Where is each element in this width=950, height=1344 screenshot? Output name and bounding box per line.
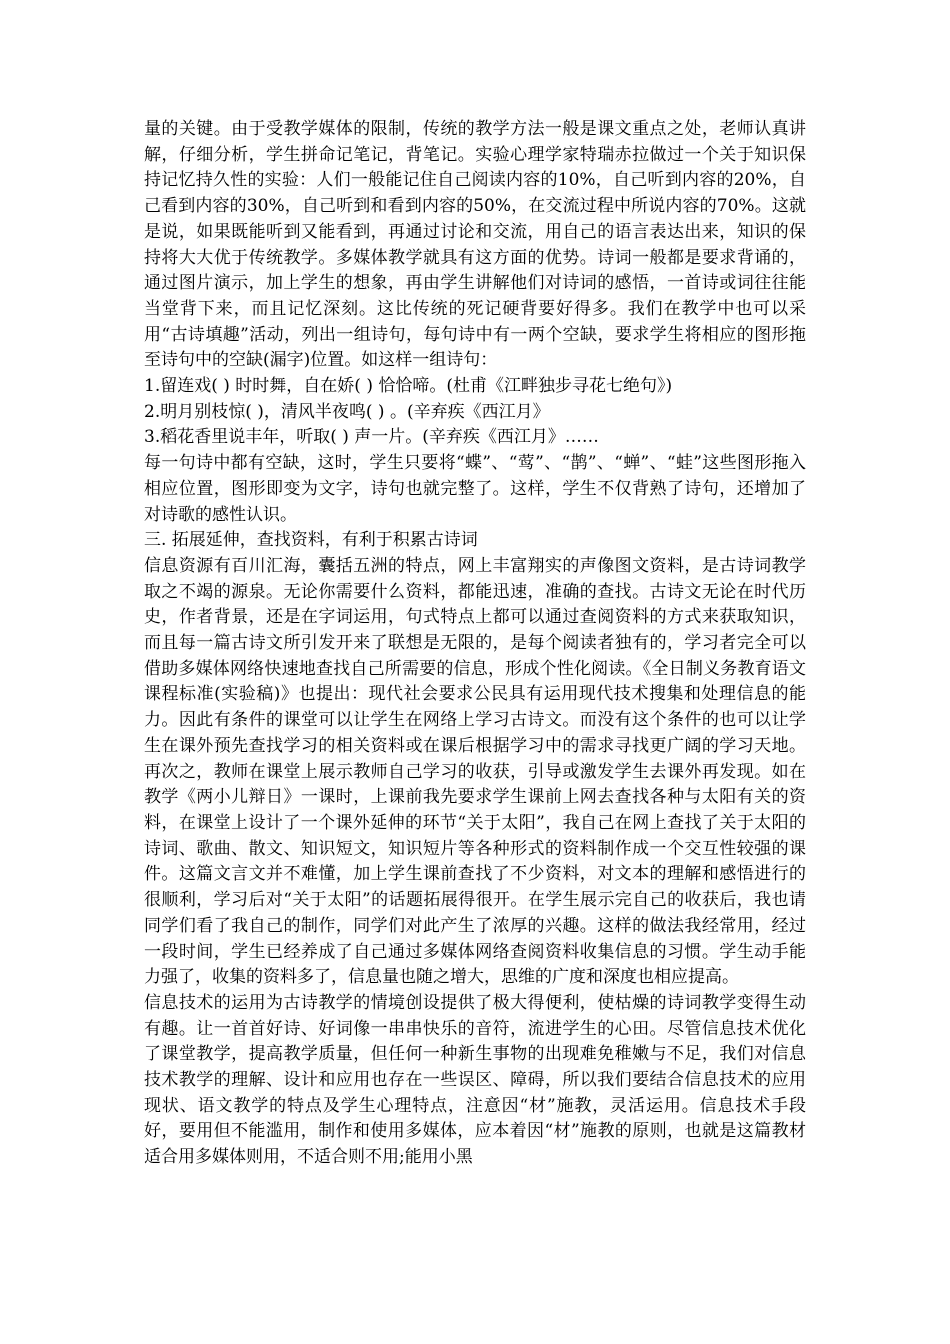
poem-line-1: 1.留连戏( ) 时时舞，自在娇( ) 恰恰啼。(杜甫《江畔独步寻花七绝句》) — [144, 376, 673, 397]
paragraph-information-resources: 信息资源有百川汇海，囊括五洲的特点，网上丰富翔实的声像图文资料，是古诗词教学取之不竭的源泉。无论你需要什么资料，都能迅速，准确的查找。古诗文无论在时代历史，作者背景，还是在字词运用，句式特点上都可以通过查阅资料的方式来获取知识，而且每一篇古诗文所引发开来了联想是无限的，是每个阅读者独有的，学习者完全可以借助多媒体网络快速地查找自己所需要的信息，形成个性化阅读。《全日制义务教育语文课程标准(实验稿)》也提出：现代社会要求公民具有运用现代技术搜集和处理信息的能力。因此有条件的课堂可以让学生在网络上学习古诗文。而没有这个条件的也可以让学生在课外预先查找学习的相关资料或在课后根据学习中的需求寻找更广阔的学习天地。再次之，教师在课堂上展示教师自己学习的收获，引导或激发学生去课外再发现。如在教学《两小儿辩日》一课时，上课前我先要求学生课前上网去查找各种与太阳有关的资料，在课堂上设计了一个课外延伸的环节“关于太阳”，我自己在网上查找了关于太阳的诗词、歌曲、散文、知识短文，知识短片等各种形式的资料制作成一个交互性较强的课件。这篇文言文并不难懂，加上学生课前查找了不少资料，对文本的理解和感悟进行的很顺利，学习后对“关于太阳”的话题拓展得很开。在学生展示完自己的收获后，我也请同学们看了我自己的制作，同学们对此产生了浓厚的兴趣。这样的做法我经常用，经过一段时间，学生已经养成了自己通过多媒体网络查阅资料收集信息的习惯。学生动手能力强了，收集的资料多了，信息量也随之增大，思维的广度和深度也相应提高。 — [144, 555, 806, 988]
section-heading-3: 三. 拓展延伸，查找资料，有利于积累古诗词 — [144, 530, 478, 551]
paragraph-memory-retention: 量的关键。由于受教学媒体的限制，传统的教学方法一般是课文重点之处，老师认真讲解，仔细分析，学生拼命记笔记，背笔记。实验心理学家特瑞赤拉做过一个关于知识保持记忆持久性的实验：人们一般能记住自己阅读内容的10%，自己听到内容的20%，自己看到内容的30%，自己听到和看到内容的50%，在交流过程中所说内容的70%。这就是说，如果既能听到又能看到，再通过讨论和交流，用自己的语言表达出来，知识的保持将大大优于传统教学。多媒体教学就具有这方面的优势。诗词一般都是要求背诵的，通过图片演示，加上学生的想象，再由学生讲解他们对诗词的感悟，一首诗或词往往能当堂背下来，而且记忆深刻。这比传统的死记硬背要好得多。我们在教学中也可以采用“古诗填趣”活动，列出一组诗句，每句诗中有一两个空缺，要求学生将相应的图形拖至诗句中的空缺(漏字)位置。如这样一组诗句： — [144, 119, 806, 371]
paragraph-fill-blanks: 每一句诗中都有空缺，这时，学生只要将“蝶”、“莺”、“鹊”、“蝉”、“蛙”这些图形拖入相应位置，图形即变为文字，诗句也就完整了。这样，学生不仅背熟了诗句，还增加了对诗歌的感性认识。 — [144, 453, 806, 525]
document-body — [144, 117, 806, 1171]
poem-line-3: 3.稻花香里说丰年，听取( ) 声一片。(辛弃疾《西江月》…… — [144, 427, 599, 448]
poem-line-2: 2.明月别枝惊( )，清风半夜鸣( ) 。(辛弃疾《西江月》 — [144, 401, 550, 422]
paragraph-conclusion: 信息技术的运用为古诗教学的情境创设提供了极大得便利，使枯燥的诗词教学变得生动有趣。让一首首好诗、好词像一串串快乐的音符，流进学生的心田。尽管信息技术优化了课堂教学，提高教学质量，但任何一种新生事物的出现难免稚嫩与不足，我们对信息技术教学的理解、设计和应用也存在一些误区、障碍，所以我们要结合信息技术的应用现状、语文教学的特点及学生心理特点，注意因“材”施教，灵活运用。信息技术手段好，要用但不能滥用，制作和使用多媒体，应本着因“材”施教的原则，也就是这篇教材适合用多媒体则用，不适合则不用;能用小黑 — [144, 992, 806, 1168]
